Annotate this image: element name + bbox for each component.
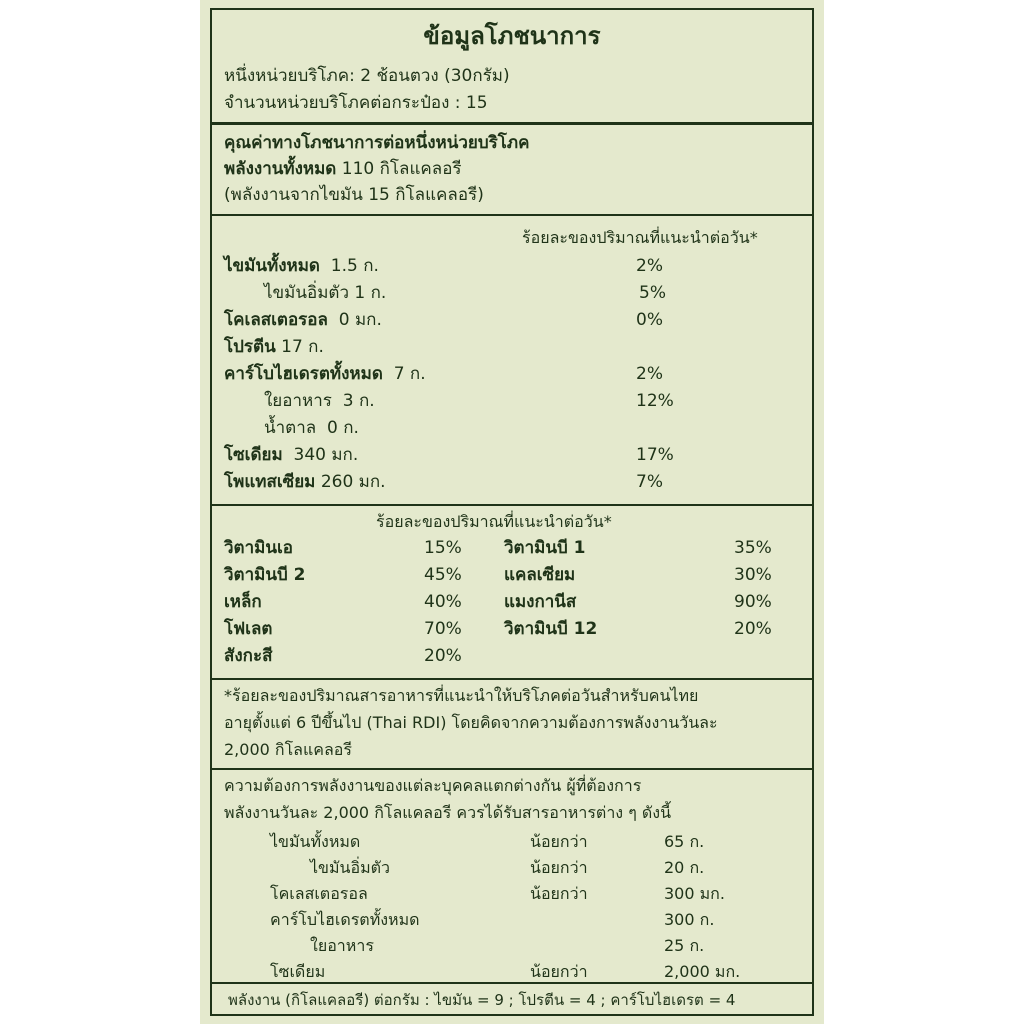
- needs-value: 20 ก.: [664, 858, 705, 877]
- vitamin-pct: 30%: [734, 565, 772, 585]
- nutrient-pct: 5%: [639, 283, 666, 303]
- serving-size: หนึ่งหน่วยบริโภค: 2 ช้อนตวง (30กรัม): [224, 66, 510, 86]
- needs-value: 300 ก.: [664, 910, 715, 929]
- needs-cond: น้อยกว่า: [530, 858, 588, 877]
- divider: [212, 982, 812, 984]
- energy-heading: คุณค่าทางโภชนาการต่อหนึ่งหน่วยบริโภค: [224, 133, 530, 153]
- needs-label: คาร์โบไฮเดรตทั้งหมด: [270, 910, 420, 929]
- nutrient-pct: 2%: [636, 256, 663, 276]
- nutrient-row: ไขมันอิ่มตัว 1 ก.: [264, 283, 387, 303]
- vitamin-label: แคลเซียม: [504, 565, 576, 585]
- nutrient-row: คาร์โบไฮเดรตทั้งหมด 7 ก.: [224, 364, 426, 384]
- needs-label: โคเลสเตอรอล: [270, 884, 368, 903]
- divider: [212, 214, 812, 216]
- rdi-header: ร้อยละของปริมาณที่แนะนำต่อวัน*: [522, 228, 758, 247]
- divider: [212, 768, 812, 770]
- footnote-line: 2,000 กิโลแคลอรี: [224, 740, 352, 759]
- divider: [212, 678, 812, 680]
- nutrition-label: [200, 0, 824, 1024]
- vitamin-label: แมงกานีส: [504, 592, 577, 612]
- vitamin-label: วิตามินบี 2: [224, 565, 306, 585]
- divider: [212, 122, 812, 125]
- nutrient-row: น้ำตาล 0 ก.: [264, 418, 359, 438]
- energy-total: [224, 157, 462, 181]
- nutrient-row: ไขมันทั้งหมด 1.5 ก.: [224, 256, 379, 276]
- footnote-line: *ร้อยละของปริมาณสารอาหารที่แนะนำให้บริโภคต่อวันสำหรับคนไทย: [224, 686, 699, 705]
- vitamin-pct: 90%: [734, 592, 772, 612]
- vitamin-label: วิตามินเอ: [224, 538, 293, 558]
- vitamin-pct: 20%: [424, 646, 462, 666]
- nutrient-pct: 2%: [636, 364, 663, 384]
- needs-label: ไขมันทั้งหมด: [270, 832, 361, 851]
- vitamin-pct: 15%: [424, 538, 462, 558]
- needs-cond: น้อยกว่า: [530, 832, 588, 851]
- nutrient-pct: 12%: [636, 391, 674, 411]
- needs-label: โซเดียม: [270, 962, 326, 981]
- vitamin-label: เหล็ก: [224, 592, 262, 612]
- needs-value: 2,000 มก.: [664, 962, 741, 981]
- label-title: ข้อมูลโภชนาการ: [423, 22, 601, 50]
- vitamin-pct: 40%: [424, 592, 462, 612]
- needs-cond: น้อยกว่า: [530, 884, 588, 903]
- nutrient-row: โปรตีน 17 ก.: [224, 337, 324, 357]
- needs-label: ไขมันอิ่มตัว: [310, 858, 390, 877]
- vitamin-label: สังกะสี: [224, 646, 273, 666]
- vitamin-header: ร้อยละของปริมาณที่แนะนำต่อวัน*: [376, 512, 612, 531]
- needs-label: ใยอาหาร: [310, 936, 374, 955]
- nutrient-row: โซเดียม 340 มก.: [224, 445, 359, 465]
- vitamin-label: วิตามินบี 1: [504, 538, 586, 558]
- needs-intro-line: พลังงานวันละ 2,000 กิโลแคลอรี ควรได้รับสารอาหารต่าง ๆ ดังนี้: [224, 803, 672, 822]
- nutrient-row: ใยอาหาร 3 ก.: [264, 391, 375, 411]
- needs-cond: น้อยกว่า: [530, 962, 588, 981]
- needs-value: 25 ก.: [664, 936, 705, 955]
- vitamin-pct: 70%: [424, 619, 462, 639]
- divider: [212, 504, 812, 506]
- nutrient-pct: 17%: [636, 445, 674, 465]
- needs-intro-line: ความต้องการพลังงานของแต่ละบุคคลแตกต่างกัน ผู้ที่ต้องการ: [224, 776, 642, 795]
- nutrient-pct: 0%: [636, 310, 663, 330]
- vitamin-pct: 20%: [734, 619, 772, 639]
- vitamin-label: วิตามินบี 12: [504, 619, 598, 639]
- nutrient-row: โคเลสเตอรอล 0 มก.: [224, 310, 382, 330]
- energy-total-value: 110 กิโลแคลอรี: [341, 159, 462, 179]
- vitamin-label: โฟเลต: [224, 619, 273, 639]
- energy-total-label: พลังงานทั้งหมด: [224, 159, 337, 179]
- servings-per-container: จำนวนหน่วยบริโภคต่อกระป๋อง : 15: [224, 93, 488, 113]
- fat-energy: (พลังงานจากไขมัน 15 กิโลแคลอรี): [224, 185, 484, 205]
- needs-value: 65 ก.: [664, 832, 705, 851]
- nutrient-row: โพแทสเซียม 260 มก.: [224, 472, 386, 492]
- vitamin-pct: 45%: [424, 565, 462, 585]
- energy-per-gram: พลังงาน (กิโลแคลอรี) ต่อกรัม : ไขมัน = 9 ; โปรตีน = 4 ; คาร์โบไฮเดรต = 4: [228, 991, 736, 1009]
- footnote-line: อายุตั้งแต่ 6 ปีขึ้นไป (Thai RDI) โดยคิดจากความต้องการพลังงานวันละ: [224, 713, 718, 732]
- nutrient-pct: 7%: [636, 472, 663, 492]
- label-frame: [210, 8, 814, 1016]
- needs-value: 300 มก.: [664, 884, 725, 903]
- vitamin-pct: 35%: [734, 538, 772, 558]
